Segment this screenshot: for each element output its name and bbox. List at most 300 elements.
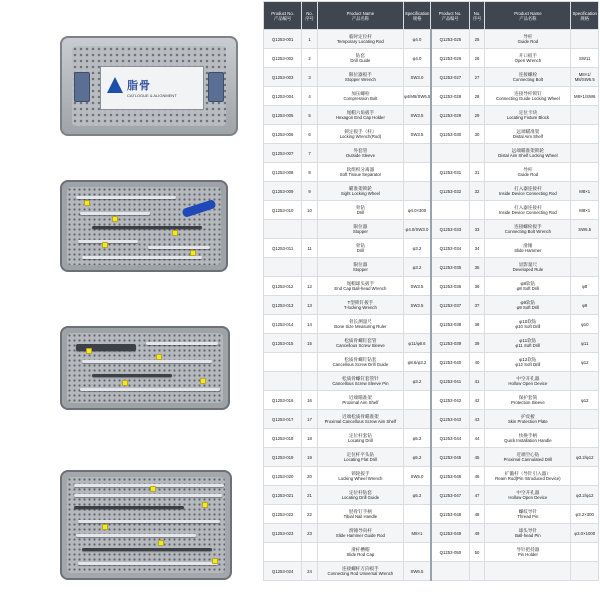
product-name-cell	[317, 296, 403, 315]
table-row	[264, 30, 599, 49]
product-name-zh: 近端空心钻	[516, 452, 540, 457]
product-name-zh: 松质骨螺钉钻套	[344, 357, 377, 362]
table-row	[264, 391, 599, 410]
index-cell: 23	[302, 524, 318, 543]
product-no-cell: Q1253-033	[431, 220, 469, 239]
specification-cell	[571, 429, 599, 448]
index-cell: 40	[469, 353, 485, 372]
product-no-cell: Q1253-012	[264, 277, 302, 296]
product-name-cell	[317, 524, 403, 543]
number-tag	[84, 200, 90, 206]
product-no-cell	[264, 543, 302, 562]
table-row	[264, 239, 599, 258]
product-name-en: Pin Holder	[517, 552, 538, 557]
header-text: Product Name	[514, 10, 542, 16]
product-no-cell: Q1253-014	[264, 315, 302, 334]
product-name-cell	[317, 486, 403, 505]
table-row	[264, 49, 599, 68]
product-table-wrapper	[263, 1, 599, 599]
product-name-zh: 定位杆平头钻	[346, 452, 375, 457]
product-no-cell: Q1253-019	[264, 448, 302, 467]
product-no-cell	[264, 220, 302, 239]
index-cell: 30	[469, 125, 485, 144]
header-text: No.	[473, 10, 481, 16]
product-name-zh: 限位器	[353, 262, 368, 267]
product-name-cell	[317, 144, 403, 163]
product-name-en: Tibial Nail Handle	[343, 514, 378, 519]
product-no-cell: Q1253-046	[431, 467, 469, 486]
index-cell: 17	[302, 410, 318, 429]
product-name-zh: 滑锤	[523, 243, 533, 248]
product-name-cell	[317, 30, 403, 49]
instrument-photos	[0, 0, 263, 600]
index-cell: 14	[302, 315, 318, 334]
index-cell	[302, 220, 318, 239]
product-name-en: Guide Rod	[517, 39, 539, 44]
index-cell: 9	[302, 182, 318, 201]
header-specification	[571, 2, 599, 30]
product-name-zh: 显影量尺	[518, 262, 538, 267]
product-name-zh: 胫骨钉手柄	[348, 509, 372, 514]
product-name-en: Cancellous Screw Sleeve Pin	[332, 381, 389, 386]
product-no-cell: Q1253-002	[264, 49, 302, 68]
product-name-en: φ8 Soft Drill	[516, 286, 540, 291]
specification-cell: M8×1	[403, 524, 431, 543]
product-name-cell	[485, 429, 571, 448]
product-name-cell	[485, 201, 571, 220]
number-tag	[102, 524, 108, 530]
product-no-cell: Q1253-039	[431, 334, 469, 353]
product-name-cell	[485, 68, 571, 87]
product-no-cell: Q1253-038	[431, 315, 469, 334]
product-name-en: Drill Guide	[350, 58, 371, 63]
instrument-tray-1	[60, 180, 228, 272]
instrument	[80, 388, 220, 391]
product-no-cell: Q1253-003	[264, 68, 302, 87]
product-name-en: Slide Rod Cap	[346, 552, 375, 557]
index-cell: 46	[469, 467, 485, 486]
index-cell: 12	[302, 277, 318, 296]
product-name-zh: 快换手柄	[518, 433, 538, 438]
specification-cell: φ3.2	[403, 258, 431, 277]
index-cell	[302, 353, 318, 372]
product-no-cell: Q1253-031	[431, 163, 469, 182]
instrument	[92, 226, 202, 229]
table-row	[264, 220, 599, 239]
product-name-cell	[485, 562, 571, 581]
product-no-cell: Q1253-022	[264, 505, 302, 524]
product-name-cell	[485, 448, 571, 467]
header-specification	[403, 2, 431, 30]
table-row	[264, 372, 599, 391]
index-cell: 8	[302, 163, 318, 182]
product-name-zh: 外套管	[353, 148, 368, 153]
table-row	[264, 334, 599, 353]
product-name-en: Connecting Bolt Wrench	[504, 229, 552, 234]
product-name-zh: 瞄准架锁轮	[348, 186, 372, 191]
specification-cell	[571, 30, 599, 49]
specification-cell: M8×1/ M8/SW6.5	[571, 68, 599, 87]
product-name-en: Compression Bolt	[343, 96, 378, 101]
product-name-en: Cancellous Screw Drill Guide	[332, 362, 389, 367]
product-no-cell: Q1253-020	[264, 467, 302, 486]
specification-cell	[403, 315, 431, 334]
product-no-cell: Q1253-048	[431, 505, 469, 524]
index-cell: 31	[469, 163, 485, 182]
product-name-cell	[485, 505, 571, 524]
product-name-cell	[317, 467, 403, 486]
product-name-cell	[317, 334, 403, 353]
number-tag	[112, 216, 118, 222]
product-name-zh: φ11软钻	[519, 338, 537, 343]
product-no-cell: Q1253-049	[431, 524, 469, 543]
table-row	[264, 410, 599, 429]
index-cell: 37	[469, 296, 485, 315]
table-row	[264, 429, 599, 448]
header-text: 产品编号	[441, 15, 459, 21]
product-name-zh: T型锁钉扳手	[347, 300, 374, 305]
product-no-cell: Q1253-042	[431, 391, 469, 410]
specification-cell: φ5.2	[403, 429, 431, 448]
product-name-zh: 松质骨螺钉套管针	[342, 376, 379, 381]
index-cell: 29	[469, 106, 485, 125]
specification-cell: φ3.2	[403, 239, 431, 258]
table-row	[264, 106, 599, 125]
index-cell	[302, 258, 318, 277]
table-row	[264, 562, 599, 581]
instrument-case-lid	[60, 36, 238, 136]
specification-cell: SW3.0	[403, 68, 431, 87]
product-name-zh: 保护套筒	[518, 395, 538, 400]
product-no-cell	[264, 258, 302, 277]
instrument-tray-2	[60, 326, 230, 410]
product-name-zh: 开口扳手	[518, 53, 538, 58]
product-name-cell	[485, 372, 571, 391]
index-cell: 18	[302, 429, 318, 448]
number-tag	[190, 250, 196, 256]
specification-cell: φ3.2×300	[571, 505, 599, 524]
product-name-zh: 螺纹导针	[518, 509, 538, 514]
case-subtitle: CATLOGUE & ALIGNMENT	[127, 93, 177, 98]
product-no-cell: Q1253-024	[264, 562, 302, 581]
product-name-en: Hexagon End Cap Holder	[335, 115, 385, 120]
product-name-zh: 尾帽六角扳手	[346, 110, 375, 115]
product-name-cell	[317, 429, 403, 448]
product-name-en: Locating Flat Drill	[343, 457, 377, 462]
product-name-cell	[317, 372, 403, 391]
product-name-zh: 滑锤导向杆	[348, 528, 372, 533]
product-no-cell: Q1253-017	[264, 410, 302, 429]
product-name-zh: 定位卡块	[518, 110, 538, 115]
header-index	[302, 2, 318, 30]
table-row	[264, 543, 599, 562]
table-row	[264, 277, 599, 296]
index-cell: 50	[469, 543, 485, 562]
number-tag	[212, 558, 218, 564]
product-name-cell	[485, 486, 571, 505]
specification-cell: M8×1	[571, 182, 599, 201]
product-name-cell	[485, 125, 571, 144]
instrument	[148, 246, 210, 249]
index-cell: 38	[469, 315, 485, 334]
product-name-zh: 远端瞄准架	[516, 129, 540, 134]
index-cell: 32	[469, 182, 485, 201]
product-name-zh: 骨长测量尺	[348, 319, 372, 324]
header-product-no	[264, 2, 302, 30]
product-name-en: Locking Wheel Wrench	[338, 476, 383, 481]
product-name-en: Skin Protection Plate	[507, 419, 548, 424]
index-cell: 34	[469, 239, 485, 258]
product-no-cell: Q1253-001	[264, 30, 302, 49]
specification-cell: φ4.0/SW3.0	[403, 220, 431, 239]
product-name-en: Locking Wrench(Rod)	[339, 134, 382, 139]
header-text: Product Name	[346, 10, 375, 16]
specification-cell: SW6.5	[403, 562, 431, 581]
specification-cell	[403, 543, 431, 562]
specification-cell: φ4/M6/SW6.5	[403, 87, 431, 106]
specification-cell: φ4.0	[403, 49, 431, 68]
product-no-cell: Q1253-040	[431, 353, 469, 372]
table-header-row	[264, 2, 599, 30]
header-text: Specification	[405, 10, 430, 16]
product-no-cell: Q1253-043	[431, 410, 469, 429]
product-name-cell	[485, 296, 571, 315]
index-cell: 42	[469, 391, 485, 410]
product-no-cell: Q1253-029	[431, 106, 469, 125]
index-cell: 25	[469, 30, 485, 49]
product-name-cell	[317, 448, 403, 467]
index-cell: 47	[469, 486, 485, 505]
header-text: 规格	[580, 15, 590, 21]
specification-cell: φ4.0×300	[403, 201, 431, 220]
product-name-cell	[485, 467, 571, 486]
product-name-en: Cancellous Screw Sleeve	[336, 343, 385, 348]
product-name-zh: 锁定扳手（杆）	[344, 129, 377, 134]
case-label-plate	[100, 66, 204, 110]
product-name-zh: 打入器连接杆	[514, 205, 542, 210]
index-cell: 28	[469, 87, 485, 106]
product-name-cell	[317, 182, 403, 201]
product-no-cell: Q1253-032	[431, 182, 469, 201]
product-name-zh: 导杆	[523, 167, 533, 172]
product-no-cell: Q1253-013	[264, 296, 302, 315]
product-no-cell: Q1253-015	[264, 334, 302, 353]
table-row	[264, 163, 599, 182]
header-text: 序号	[305, 15, 314, 21]
header-product-name	[485, 2, 571, 30]
product-name-en: Drill	[356, 210, 365, 215]
instrument	[74, 506, 184, 509]
instrument	[80, 212, 150, 215]
index-cell: 13	[302, 296, 318, 315]
product-table	[263, 1, 599, 581]
product-name-cell	[317, 277, 403, 296]
specification-cell: φ12	[571, 353, 599, 372]
specification-cell: φ3.2	[403, 372, 431, 391]
index-cell: 49	[469, 524, 485, 543]
product-no-cell: Q1253-009	[264, 182, 302, 201]
product-no-cell: Q1253-010	[264, 201, 302, 220]
index-cell: 21	[302, 486, 318, 505]
product-no-cell: Q1253-035	[431, 258, 469, 277]
specification-cell: φ8.6/φ3.2	[403, 353, 431, 372]
product-name-en: Hollow Open Device	[508, 381, 548, 386]
product-name-en: Open Wrench	[514, 58, 542, 63]
product-name-zh: 软组织分离器	[346, 167, 375, 172]
case-brand: 脂骨	[127, 79, 151, 92]
product-name-zh: 松质骨螺钉套管	[344, 338, 377, 343]
product-name-zh: 加压螺栓	[351, 91, 370, 96]
product-name-en: Temporary Locating Rod	[336, 39, 384, 44]
product-name-en: Proximal Cannulated Drill	[503, 457, 553, 462]
index-cell: 6	[302, 125, 318, 144]
index-cell	[469, 201, 485, 220]
instrument	[74, 494, 222, 497]
product-name-zh: 中空开孔器	[516, 490, 540, 495]
specification-cell	[403, 163, 431, 182]
product-no-cell: Q1253-004	[264, 87, 302, 106]
specification-cell	[571, 467, 599, 486]
table-row	[264, 448, 599, 467]
product-no-cell: Q1253-016	[264, 391, 302, 410]
index-cell: 15	[302, 334, 318, 353]
specification-cell: φ8	[571, 277, 599, 296]
brand-logo-icon	[107, 77, 123, 93]
product-name-en: Distal Aim Shelf	[512, 134, 543, 139]
specification-cell	[403, 410, 431, 429]
product-name-cell	[317, 163, 403, 182]
number-tag	[150, 486, 156, 492]
product-no-cell: Q1253-045	[431, 448, 469, 467]
specification-cell	[403, 391, 431, 410]
product-name-cell	[485, 543, 571, 562]
product-name-zh: 连接螺杆万向扳手	[342, 566, 379, 571]
specification-cell: φ11	[571, 334, 599, 353]
table-row	[264, 201, 599, 220]
specification-cell: SW5.0	[403, 467, 431, 486]
index-cell: 43	[469, 410, 485, 429]
product-name-en: Thread Pin	[517, 514, 539, 519]
product-name-en: Inside Device Connecting Rod	[498, 210, 557, 215]
product-name-zh: 护皮板	[520, 414, 535, 419]
product-name-zh: 锁轮扳手	[351, 471, 370, 476]
specification-cell: φ3.2/φ12	[571, 448, 599, 467]
product-name-cell	[485, 182, 571, 201]
product-name-cell	[317, 201, 403, 220]
specification-cell: φ12	[571, 391, 599, 410]
product-name-cell	[485, 258, 571, 277]
number-tag	[200, 378, 206, 384]
product-name-cell	[485, 106, 571, 125]
product-name-cell	[317, 87, 403, 106]
product-name-cell	[485, 410, 571, 429]
product-name-zh: 定位杆套钻	[348, 433, 372, 438]
product-name-zh: 连接导杆锁钉	[514, 91, 542, 96]
product-name-en: Locating Fixture Block	[506, 115, 550, 120]
specification-cell	[403, 144, 431, 163]
index-cell: 27	[469, 68, 485, 87]
product-name-zh: 近端松质骨瞄准架	[342, 414, 379, 419]
index-cell: 4	[302, 87, 318, 106]
product-no-cell: Q1253-041	[431, 372, 469, 391]
index-cell: 19	[302, 448, 318, 467]
product-name-cell	[485, 334, 571, 353]
table-row	[264, 467, 599, 486]
product-no-cell: Q1253-027	[431, 68, 469, 87]
product-name-cell	[317, 68, 403, 87]
product-name-zh: 连接螺栓	[518, 72, 538, 77]
product-name-cell	[485, 315, 571, 334]
product-name-zh: 骨钻	[355, 205, 365, 210]
specification-cell: φ5.2	[403, 448, 431, 467]
instrument	[82, 256, 202, 259]
case-latch-left	[74, 72, 90, 102]
product-name-cell	[317, 562, 403, 581]
specification-cell	[571, 543, 599, 562]
product-name-en: Guide Rod	[517, 172, 539, 177]
specification-cell: M8×1/SW6	[571, 87, 599, 106]
product-name-zh: φ10软钻	[519, 319, 537, 324]
product-name-cell	[485, 87, 571, 106]
index-cell	[469, 144, 485, 163]
specification-cell	[571, 125, 599, 144]
product-no-cell: Q1253-030	[431, 125, 469, 144]
specification-cell	[571, 106, 599, 125]
specification-cell: SW11	[571, 49, 599, 68]
product-name-zh: 骨钻	[355, 243, 365, 248]
table-row	[264, 315, 599, 334]
header-text: Product No.	[271, 10, 294, 16]
index-cell: 41	[469, 372, 485, 391]
product-name-zh: 限位器扳手	[348, 72, 372, 77]
index-cell: 16	[302, 391, 318, 410]
index-cell: 3	[302, 68, 318, 87]
specification-cell: φ3.2/φ12	[571, 486, 599, 505]
product-name-en: Distal Aim Shelf Locking Wheel	[498, 153, 558, 158]
number-tag	[102, 242, 108, 248]
index-cell	[302, 372, 318, 391]
specification-cell: SW3.5	[403, 125, 431, 144]
number-tag	[122, 380, 128, 386]
index-cell: 1	[302, 30, 318, 49]
product-name-zh: 临时定位杆	[348, 34, 372, 39]
number-tag	[86, 348, 92, 354]
product-name-en: Slide Hammer Guide Rod	[335, 533, 385, 538]
product-no-cell: Q1253-011	[264, 239, 302, 258]
product-name-cell	[485, 277, 571, 296]
index-cell: 36	[469, 277, 485, 296]
number-tag	[172, 230, 178, 236]
index-cell: 5	[302, 106, 318, 125]
instrument	[78, 562, 218, 565]
table-row	[264, 87, 599, 106]
product-no-cell: Q1253-026	[431, 49, 469, 68]
product-name-en: Soft Tissue Separator	[339, 172, 382, 177]
product-no-cell: Q1253-021	[264, 486, 302, 505]
index-cell: 10	[302, 201, 318, 220]
product-name-cell	[317, 315, 403, 334]
index-cell: 24	[302, 562, 318, 581]
specification-cell: SW6.5	[571, 220, 599, 239]
specification-cell	[571, 410, 599, 429]
number-tag	[158, 540, 164, 546]
specification-cell	[571, 562, 599, 581]
product-no-cell: Q1253-005	[264, 106, 302, 125]
header-product-no	[431, 2, 469, 30]
product-name-zh: 尾帽球头扳手	[346, 281, 375, 286]
instrument	[78, 240, 138, 243]
instrument	[76, 344, 136, 351]
